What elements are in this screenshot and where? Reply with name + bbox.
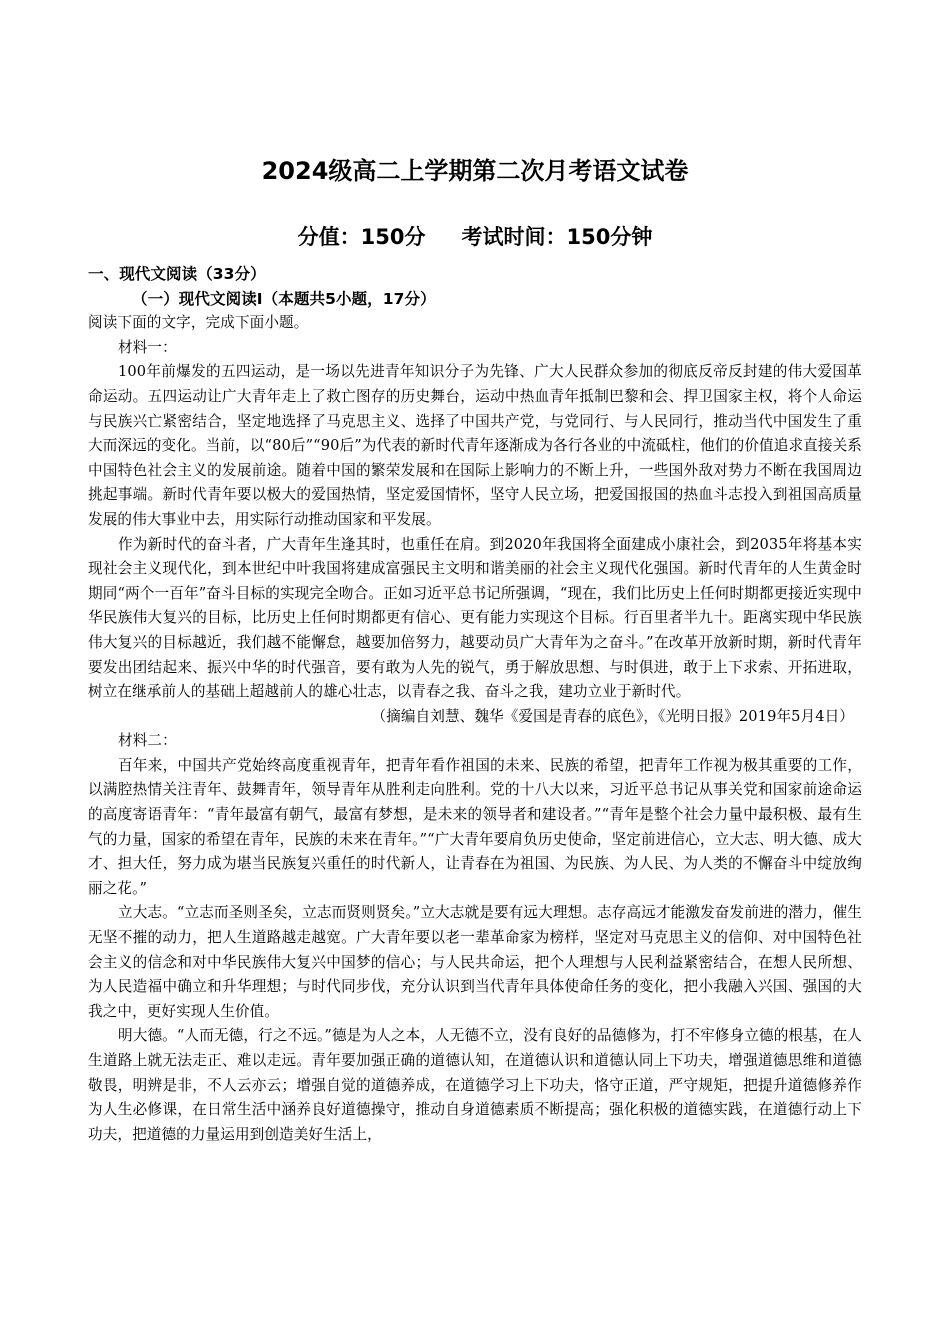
paragraph: 立大志。“立志而圣则圣矣，立志而贤则贤矣。”立大志就是要有远大理想。志存高远才能激发奋发前进的潜力，催生无坚不摧的动力，把人生道路越走越宽。广大青年要以老一辈革命家为榜样，坚定对马克思主义的信仰、对中国特色社会主义的信念和对中华民族伟大复兴中国梦的信心；与人民共命运，把个人理想与人民利益紧密结合，在想人民所想、为人民造福中确立和升华理想；与时代同步伐，充分认识到当代青年具体使命任务的变化，把小我融入兴国、强国的大我之中，更好实现人生价值。 bbox=[88, 904, 862, 1020]
source-citation: （摘编自刘慧、魏华《爱国是青春的底色》，《光明日报》2019年5月4日） bbox=[371, 707, 854, 725]
exam-info-line bbox=[88, 222, 862, 252]
paragraph: 百年来，中国共产党始终高度重视青年，把青年看作祖国的未来、民族的希望，把青年工作视为极其重要的工作，以满腔热情关注青年、鼓舞青年，领导青年从胜利走向胜利。党的十八大以来，习近平总书记从事关党和国家前途命运的高度寄语青年：“青年最富有朝气，最富有梦想，是未来的领导者和建设者。”“青年是整个社会力量中最积极、最有生气的力量，国家的希望在青年，民族的未来在青年。”“广大青年要肩负历史使命，坚定前进信心，立大志、明大德、成大才、担大任，努力成为堪当民族复兴重任的时代新人，让青春在为祖国、为民族、为人民、为人类的不懈奋斗中绽放绚丽之花。” bbox=[88, 756, 862, 897]
paragraph: 100年前爆发的五四运动，是一场以先进青年知识分子为先锋、广大人民群众参加的彻底反帝反封建的伟大爱国革命运动。五四运动让广大青年走上了救亡图存的历史舞台，运动中热血青年抵制巴黎和会、捍卫国家主权，将个人命运与民族兴亡紧密结合，坚定地选择了马克思主义、选择了中国共产党，与党同行、与人民同行，推动当代中国发生了重大而深远的变化。当前，以“80后”“90后”为代表的新时代青年逐渐成为各行各业的中流砥柱，他们的价值追求直接关系中国特色社会主义的发展前途。随着中国的繁荣发展和在国际上影响力的不断上升，一些国外敌对势力不断在我国周边挑起事端。新时代青年要以极大的爱国热情，坚定爱国情怀，坚守人民立场，把爱国报国的热血斗志投入到祖国高质量发展的伟大事业中去，用实际行动推动国家和平发展。 bbox=[88, 363, 862, 528]
subsection-heading: （一）现代文阅读Ⅰ（本题共5小题，17分） bbox=[132, 289, 436, 308]
time-label: 考试时间：150分钟 bbox=[461, 225, 653, 249]
paragraph: 明大德。“人而无德，行之不远。”德是为人之本，人无德不立，没有良好的品德修为，打不牢修身立德的根基，在人生道路上就无法走正、难以走远。青年要加强正确的道德认知，在道德认识和道德认同上下功夫，增强道德思维和道德敬畏，明辨是非，不人云亦云；增强自觉的道德养成，在道德学习上下功夫，恪守正道，严守规矩，把提升道德修养作为人生必修课，在日常生活中涵养良好道德操守，推动自身道德素质不断提高；强化积极的道德实践，在道德行动上下功夫，把道德的力量运用到创造美好生活上， bbox=[88, 1027, 862, 1143]
paragraph: 作为新时代的奋斗者，广大青年生逢其时，也重任在肩。到2020年我国将全面建成小康社会，到2035年将基本实现社会主义现代化，到本世纪中叶我国将建成富强民主文明和谐美丽的社会主义现代化强国。新时代青年的人生黄金时期同“两个一百年”奋斗目标的实现完全吻合。正如习近平总书记所强调，“现在，我们比历史上任何时期都更接近实现中华民族伟大复兴的目标，比历史上任何时期都更有信心、更有能力实现这个目标。行百里者半九十。距离实现中华民族伟大复兴的目标越近，我们越不能懈怠，越要加倍努力，越要动员广大青年为之奋斗。”在改革开放新时期，新时代青年要发出团结起来、振兴中华的时代强音，要有敢为人先的锐气，勇于解放思想、与时俱进，敢于上下求索、开拓进取，树立在继承前人的基础上超越前人的雄心壮志，以青春之我、奋斗之我，建功立业于新时代。 bbox=[88, 535, 862, 701]
exam-title: 2024级高二上学期第二次月考语文试卷 bbox=[261, 157, 689, 185]
material-label: 材料二： bbox=[118, 732, 177, 750]
reading-content bbox=[88, 262, 862, 1147]
instruction: 阅读下面的文字，完成下面小题。 bbox=[88, 314, 309, 332]
section-heading: 一、现代文阅读（33分） bbox=[88, 265, 266, 283]
score-label: 分值：150分 bbox=[297, 225, 426, 249]
material-label: 材料一： bbox=[118, 338, 177, 356]
